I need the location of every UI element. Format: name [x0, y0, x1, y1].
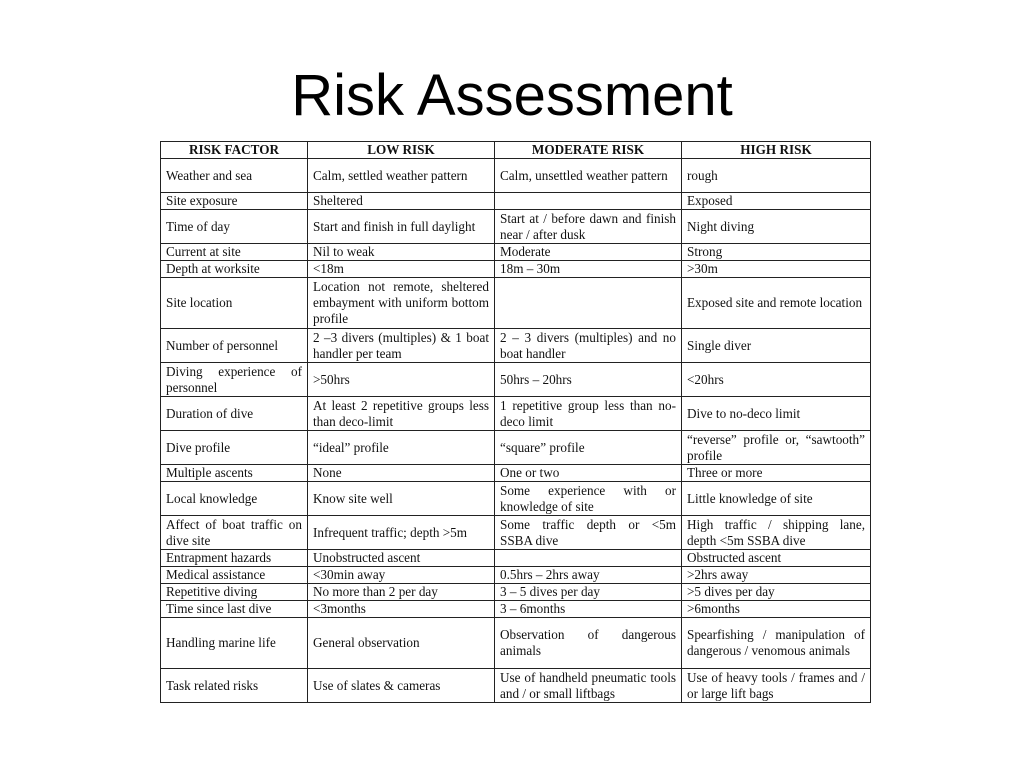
header-high-risk: HIGH RISK: [682, 142, 871, 159]
risk-factor-cell: Medical assistance: [161, 567, 308, 584]
table-row: [161, 244, 871, 261]
moderate-risk-cell: 0.5hrs – 2hrs away: [495, 567, 682, 584]
table-row: [161, 278, 871, 329]
high-risk-cell: Exposed site and remote location: [682, 278, 871, 329]
risk-factor-cell: Number of personnel: [161, 329, 308, 363]
moderate-risk-cell: Moderate: [495, 244, 682, 261]
low-risk-cell: <30min away: [308, 567, 495, 584]
high-risk-cell: Obstructed ascent: [682, 550, 871, 567]
low-risk-cell: General observation: [308, 618, 495, 669]
risk-factor-cell: Diving experience of personnel: [161, 363, 308, 397]
table-row: [161, 397, 871, 431]
high-risk-cell: “reverse” profile or, “sawtooth” profile: [682, 431, 871, 465]
low-risk-cell: Calm, settled weather pattern: [308, 159, 495, 193]
low-risk-cell: Use of slates & cameras: [308, 669, 495, 703]
moderate-risk-cell: “square” profile: [495, 431, 682, 465]
low-risk-cell: <18m: [308, 261, 495, 278]
table-row: [161, 516, 871, 550]
table-row: [161, 431, 871, 465]
risk-factor-cell: Time of day: [161, 210, 308, 244]
table-row: [161, 159, 871, 193]
high-risk-cell: Three or more: [682, 465, 871, 482]
moderate-risk-cell: Calm, unsettled weather pattern: [495, 159, 682, 193]
table-row: [161, 618, 871, 669]
moderate-risk-cell: Start at / before dawn and finish near / after dusk: [495, 210, 682, 244]
header-risk-factor: RISK FACTOR: [161, 142, 308, 159]
high-risk-cell: >5 dives per day: [682, 584, 871, 601]
moderate-risk-cell: 1 repetitive group less than no-deco limit: [495, 397, 682, 431]
high-risk-cell: <20hrs: [682, 363, 871, 397]
risk-factor-cell: Weather and sea: [161, 159, 308, 193]
risk-factor-cell: Handling marine life: [161, 618, 308, 669]
high-risk-cell: >30m: [682, 261, 871, 278]
moderate-risk-cell: [495, 278, 682, 329]
low-risk-cell: At least 2 repetitive groups less than deco-limit: [308, 397, 495, 431]
moderate-risk-cell: 3 – 5 dives per day: [495, 584, 682, 601]
low-risk-cell: “ideal” profile: [308, 431, 495, 465]
risk-factor-cell: Entrapment hazards: [161, 550, 308, 567]
risk-factor-cell: Depth at worksite: [161, 261, 308, 278]
risk-factor-cell: Dive profile: [161, 431, 308, 465]
table-row: [161, 550, 871, 567]
moderate-risk-cell: 2 – 3 divers (multiples) and no boat handler: [495, 329, 682, 363]
table-row: [161, 261, 871, 278]
high-risk-cell: High traffic / shipping lane, depth <5m SSBA dive: [682, 516, 871, 550]
low-risk-cell: Unobstructed ascent: [308, 550, 495, 567]
moderate-risk-cell: Some traffic depth or <5m SSBA dive: [495, 516, 682, 550]
moderate-risk-cell: Use of handheld pneumatic tools and / or small liftbags: [495, 669, 682, 703]
header-row: [161, 142, 871, 159]
low-risk-cell: None: [308, 465, 495, 482]
low-risk-cell: Sheltered: [308, 193, 495, 210]
low-risk-cell: No more than 2 per day: [308, 584, 495, 601]
table-row: [161, 363, 871, 397]
table-row: [161, 465, 871, 482]
header-moderate-risk: MODERATE RISK: [495, 142, 682, 159]
risk-factor-cell: Task related risks: [161, 669, 308, 703]
risk-factor-cell: Current at site: [161, 244, 308, 261]
high-risk-cell: Night diving: [682, 210, 871, 244]
moderate-risk-cell: Some experience with or knowledge of site: [495, 482, 682, 516]
low-risk-cell: 2 –3 divers (multiples) & 1 boat handler per team: [308, 329, 495, 363]
low-risk-cell: Infrequent traffic; depth >5m: [308, 516, 495, 550]
table-row: [161, 669, 871, 703]
high-risk-cell: Dive to no-deco limit: [682, 397, 871, 431]
table-row: [161, 584, 871, 601]
low-risk-cell: Start and finish in full daylight: [308, 210, 495, 244]
high-risk-cell: >2hrs away: [682, 567, 871, 584]
risk-factor-cell: Duration of dive: [161, 397, 308, 431]
high-risk-cell: >6months: [682, 601, 871, 618]
table-row: [161, 193, 871, 210]
risk-factor-cell: Multiple ascents: [161, 465, 308, 482]
moderate-risk-cell: 3 – 6months: [495, 601, 682, 618]
risk-factor-cell: Site location: [161, 278, 308, 329]
high-risk-cell: Little knowledge of site: [682, 482, 871, 516]
high-risk-cell: Use of heavy tools / frames and / or large lift bags: [682, 669, 871, 703]
table-row: [161, 482, 871, 516]
moderate-risk-cell: 50hrs – 20hrs: [495, 363, 682, 397]
high-risk-cell: rough: [682, 159, 871, 193]
table-row: [161, 210, 871, 244]
moderate-risk-cell: 18m – 30m: [495, 261, 682, 278]
high-risk-cell: Strong: [682, 244, 871, 261]
moderate-risk-cell: One or two: [495, 465, 682, 482]
table-row: [161, 601, 871, 618]
low-risk-cell: Location not remote, sheltered embayment with uniform bottom profile: [308, 278, 495, 329]
high-risk-cell: Single diver: [682, 329, 871, 363]
risk-factor-cell: Repetitive diving: [161, 584, 308, 601]
low-risk-cell: Nil to weak: [308, 244, 495, 261]
low-risk-cell: >50hrs: [308, 363, 495, 397]
low-risk-cell: <3months: [308, 601, 495, 618]
table-row: [161, 329, 871, 363]
moderate-risk-cell: [495, 550, 682, 567]
risk-factor-cell: Time since last dive: [161, 601, 308, 618]
moderate-risk-cell: [495, 193, 682, 210]
slide-title: Risk Assessment: [291, 63, 733, 128]
moderate-risk-cell: Observation of dangerous animals: [495, 618, 682, 669]
risk-assessment-table: [160, 141, 871, 703]
risk-factor-cell: Affect of boat traffic on dive site: [161, 516, 308, 550]
risk-factor-cell: Local knowledge: [161, 482, 308, 516]
table-row: [161, 567, 871, 584]
low-risk-cell: Know site well: [308, 482, 495, 516]
risk-factor-cell: Site exposure: [161, 193, 308, 210]
high-risk-cell: Spearfishing / manipulation of dangerous / venomous animals: [682, 618, 871, 669]
header-low-risk: LOW RISK: [308, 142, 495, 159]
high-risk-cell: Exposed: [682, 193, 871, 210]
